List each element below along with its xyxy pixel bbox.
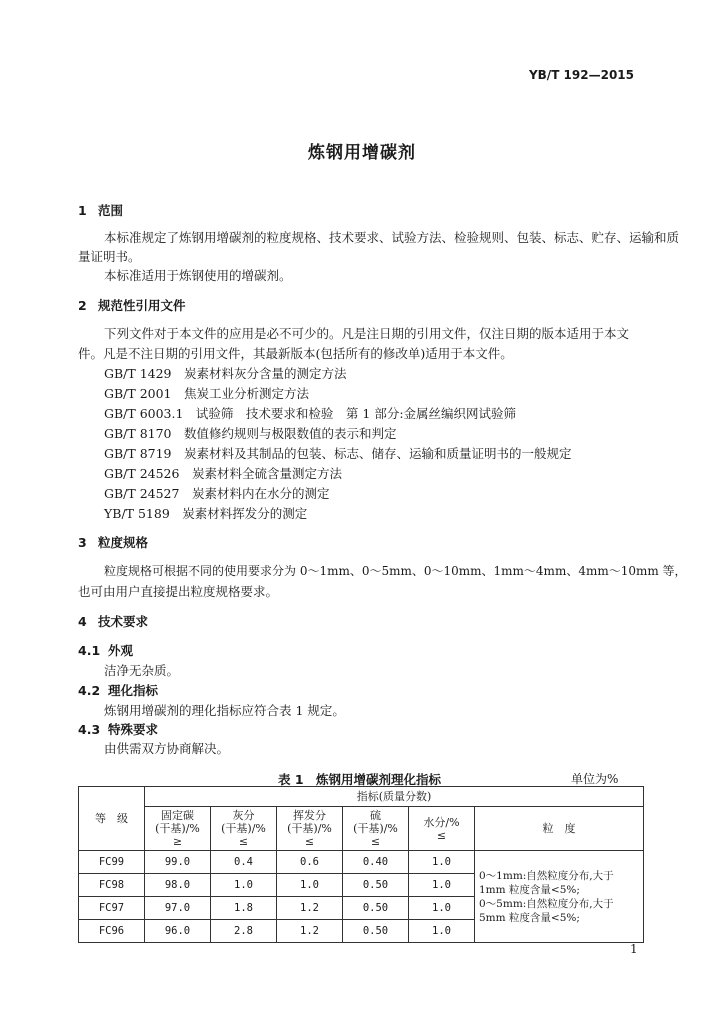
- section-title: 特殊要求: [108, 722, 159, 737]
- section-number: 4.2: [78, 683, 101, 698]
- reference-item: GB/T 2001 焦炭工业分析测定方法: [104, 386, 310, 401]
- reference-item: GB/T 1429 炭素材料灰分含量的测定方法: [104, 366, 347, 381]
- value-cell: 0.50: [343, 874, 409, 897]
- value-cell: 1.0: [409, 920, 475, 943]
- granularity-header: 粒 度: [475, 807, 644, 851]
- subsection-4-3-heading: [78, 720, 158, 738]
- paragraph-line: 也可由用户直接提出粒度规格要求。: [78, 584, 279, 599]
- value-cell: 1.0: [409, 897, 475, 920]
- paragraph-line: 由供需双方协商解决。: [104, 741, 230, 756]
- header-line: (干基)/%: [353, 822, 398, 835]
- paragraph-line: 本标准适用于炼钢使用的增碳剂。: [104, 268, 292, 283]
- section-number: 1: [78, 203, 87, 218]
- section-2-heading: [78, 296, 186, 314]
- value-cell: 1.0: [409, 874, 475, 897]
- value-cell: 1.8: [211, 897, 277, 920]
- specification-table: [78, 786, 644, 943]
- granularity-cell: [475, 851, 644, 943]
- granularity-line: 0～5mm:自然粒度分布,大于: [479, 897, 614, 910]
- value-cell: 99.0: [145, 851, 211, 874]
- section-title: 外观: [108, 643, 134, 658]
- header-line: ≤: [304, 835, 315, 848]
- grade-cell: FC97: [79, 897, 145, 920]
- granularity-line: 5mm 粒度含量<5%;: [479, 911, 580, 924]
- reference-item: GB/T 24526 炭素材料全硫含量测定方法: [104, 466, 342, 481]
- value-cell: 98.0: [145, 874, 211, 897]
- paragraph-line: 下列文件对于本文件的应用是必不可少的。凡是注日期的引用文件，仅注日期的版本适用于本文: [104, 326, 630, 341]
- value-cell: 97.0: [145, 897, 211, 920]
- grade-cell: FC96: [79, 920, 145, 943]
- section-number: 3: [78, 535, 87, 550]
- granularity-line: 0～1mm:自然粒度分布,大于: [479, 869, 614, 882]
- section-number: 4.1: [78, 643, 101, 658]
- reference-item: GB/T 6003.1 试验筛 技术要求和检验 第 1 部分:金属丝编织网试验筛: [104, 406, 517, 421]
- paragraph-line: 炼钢用增碳剂的理化指标应符合表 1 规定。: [104, 703, 345, 718]
- value-cell: 0.40: [343, 851, 409, 874]
- table-caption: 表 1 炼钢用增碳剂理化指标: [278, 772, 442, 787]
- section-3-heading: [78, 533, 148, 551]
- value-cell: 1.2: [277, 920, 343, 943]
- column-header: [211, 807, 277, 851]
- value-cell: 1.0: [409, 851, 475, 874]
- header-line: (干基)/%: [155, 822, 200, 835]
- header-line: ≤: [370, 835, 381, 848]
- paragraph-line: 本标准规定了炼钢用增碳剂的粒度规格、技术要求、试验方法、检验规则、包装、标志、贮存、运输和质: [104, 230, 680, 245]
- value-cell: 96.0: [145, 920, 211, 943]
- section-number: 4: [78, 614, 87, 629]
- group-header: 指标(质量分数): [145, 787, 644, 807]
- header-line: (干基)/%: [287, 822, 332, 835]
- subsection-4-1-heading: [78, 641, 133, 659]
- section-4-heading: [78, 612, 148, 630]
- header-line: 固定碳: [161, 809, 194, 822]
- reference-item: GB/T 8170 数值修约规则与极限数值的表示和判定: [104, 426, 397, 441]
- header-line: 水分/%: [423, 815, 460, 829]
- section-title: 技术要求: [98, 614, 149, 629]
- paragraph-line: 件。凡是不注日期的引用文件，其最新版本(包括所有的修改单)适用于本文件。: [78, 346, 513, 361]
- section-title: 粒度规格: [98, 535, 149, 550]
- page-number: 1: [630, 942, 638, 956]
- header-line: ≥: [172, 835, 183, 848]
- paragraph-line: 粒度规格可根据不同的使用要求分为 0～1mm、0～5mm、0～10mm、1mm～4mm、4mm～10mm 等，: [104, 564, 687, 578]
- header-line: (干基)/%: [221, 822, 266, 835]
- value-cell: 1.0: [211, 874, 277, 897]
- section-title: 理化指标: [108, 683, 159, 698]
- reference-item: GB/T 24527 炭素材料内在水分的测定: [104, 486, 330, 501]
- column-header: [343, 807, 409, 851]
- value-cell: 0.50: [343, 920, 409, 943]
- table-unit: 单位为%: [571, 772, 619, 786]
- value-cell: 0.4: [211, 851, 277, 874]
- table-row: [79, 851, 644, 874]
- header-line: 挥发分: [293, 809, 326, 822]
- column-header: [277, 807, 343, 851]
- grade-header: 等 级: [79, 787, 145, 851]
- value-cell: 1.2: [277, 897, 343, 920]
- paragraph-line: 洁净无杂质。: [104, 663, 180, 678]
- header-line: ≤: [436, 828, 447, 842]
- reference-item: YB/T 5189 炭素材料挥发分的测定: [104, 506, 308, 521]
- section-1-heading: [78, 201, 123, 219]
- subsection-4-2-heading: [78, 681, 158, 699]
- column-header: [409, 807, 475, 851]
- header-line: ≤: [238, 835, 249, 848]
- grade-cell: FC99: [79, 851, 145, 874]
- value-cell: 2.8: [211, 920, 277, 943]
- section-number: 4.3: [78, 722, 101, 737]
- paragraph-line: 量证明书。: [78, 249, 141, 264]
- document-title: 炼钢用增碳剂: [308, 143, 416, 163]
- standard-number: YB/T 192—2015: [528, 68, 634, 82]
- value-cell: 1.0: [277, 874, 343, 897]
- grade-cell: FC98: [79, 874, 145, 897]
- column-header: [145, 807, 211, 851]
- header-line: 硫: [370, 809, 381, 822]
- value-cell: 0.50: [343, 897, 409, 920]
- section-title: 范围: [98, 203, 124, 218]
- reference-item: GB/T 8719 炭素材料及其制品的包装、标志、储存、运输和质量证明书的一般规定: [104, 446, 572, 461]
- granularity-line: 1mm 粒度含量<5%;: [479, 883, 580, 896]
- section-title: 规范性引用文件: [98, 298, 186, 313]
- header-line: 灰分: [232, 809, 255, 822]
- value-cell: 0.6: [277, 851, 343, 874]
- section-number: 2: [78, 298, 87, 313]
